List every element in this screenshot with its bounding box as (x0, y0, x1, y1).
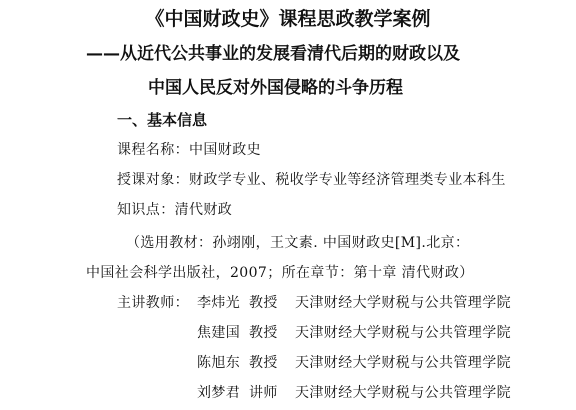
teacher-rank: 教授 (249, 325, 278, 341)
section-heading: 一、基本信息 (117, 111, 208, 129)
knowledge-label: 知识点： (117, 202, 175, 218)
teacher-rank: 教授 (249, 355, 278, 371)
document-title: 《中国财政史》课程思政教学案例 (145, 8, 431, 30)
textbook-line-2: 中国社会科学出版社，2007；所在章节：第十章 清代财政） (86, 265, 474, 281)
teacher-affiliation: 天津财经大学财税与公共管理学院 (295, 325, 511, 341)
course-name-label: 课程名称： (117, 142, 189, 158)
teacher-rank: 讲师 (249, 385, 278, 401)
audience-value: 财政学专业、税收学专业等经济管理类专业本科生 (189, 172, 506, 188)
teacher-affiliation: 天津财经大学财税与公共管理学院 (295, 295, 511, 311)
audience-row (117, 173, 506, 187)
teachers-label: 主讲教师： (117, 295, 189, 311)
teacher-row (197, 356, 511, 370)
document-subtitle-line-2: 中国人民反对外国侵略的斗争历程 (148, 78, 403, 98)
teacher-affiliation: 天津财经大学财税与公共管理学院 (295, 355, 511, 371)
teacher-row (197, 296, 511, 310)
knowledge-row (117, 203, 232, 217)
teacher-name: 刘梦君 (197, 385, 241, 401)
teacher-name: 李炜光 (197, 295, 241, 311)
teacher-row (197, 326, 511, 340)
audience-label: 授课对象： (117, 172, 189, 188)
teacher-rank: 教授 (249, 295, 278, 311)
teacher-name: 焦建国 (197, 325, 241, 341)
course-name-row (117, 143, 261, 157)
textbook-line-1: （选用教材：孙翊刚，王文素. 中国财政史[M].北京： (126, 235, 470, 251)
knowledge-value: 清代财政 (174, 202, 233, 218)
document-subtitle-line-1: ——从近代公共事业的发展看清代后期的财政以及 (86, 44, 460, 64)
teacher-affiliation: 天津财经大学财税与公共管理学院 (295, 385, 511, 401)
course-name-value: 中国财政史 (189, 142, 261, 158)
teacher-name: 陈旭东 (197, 355, 241, 371)
teacher-row (197, 386, 511, 400)
